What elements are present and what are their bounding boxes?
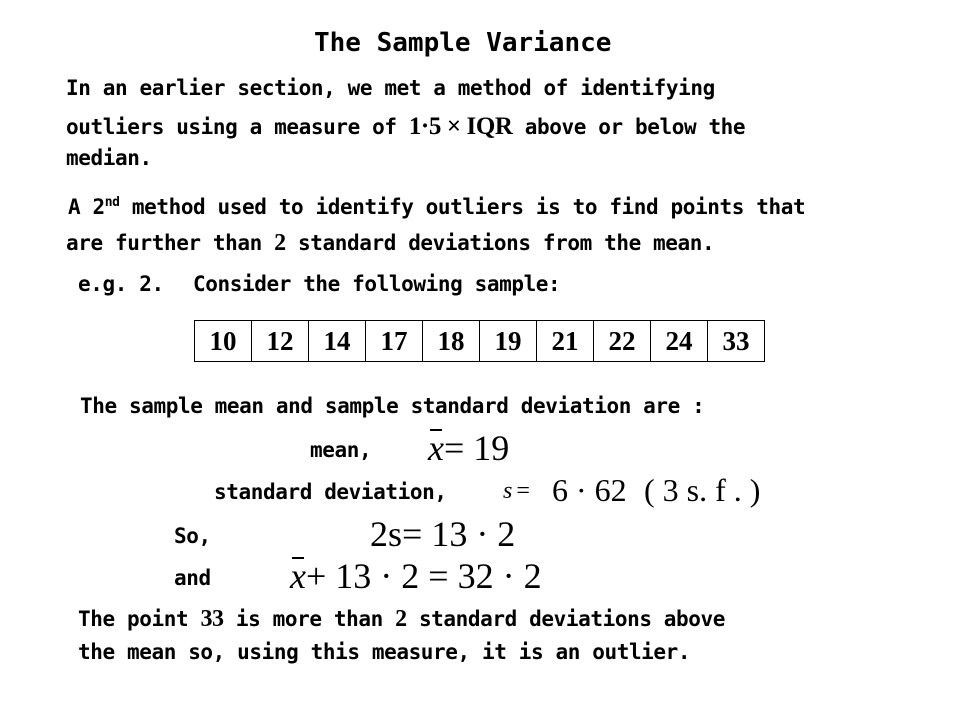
conclusion-line2: the mean so, using this measure, it is an outlier.: [78, 640, 691, 664]
sample-cell: 21: [537, 321, 594, 362]
example-label: e.g. 2.: [78, 272, 164, 296]
sample-row: [195, 321, 765, 362]
conclusion-post: standard deviations above: [418, 607, 726, 631]
sample-cell: 17: [366, 321, 423, 362]
sample-cell: 33: [708, 321, 765, 362]
para2-math-2: 2: [274, 230, 286, 256]
stats-intro: The sample mean and sample standard deviation are :: [80, 394, 705, 418]
para1-line2: [66, 113, 745, 141]
sd-symbol: [503, 476, 530, 505]
sample-cell: 14: [309, 321, 366, 362]
para1-line2-post: above or below the: [524, 115, 746, 139]
mean-equation: [428, 430, 509, 467]
so-lhs: 2s: [370, 514, 403, 554]
para1-line1: In an earlier section, we met a method of identifying: [66, 76, 715, 100]
conclusion-two: 2: [395, 606, 407, 632]
page-title: The Sample Variance: [314, 28, 612, 58]
conclusion-line1: [78, 606, 725, 633]
para2-line2-pre: are further than: [66, 231, 262, 255]
para2-line1-a: A 2: [68, 195, 105, 219]
so-label: So,: [174, 524, 211, 548]
para2-line2: [66, 230, 714, 257]
iqr-multiplier: 1·5 × IQR: [408, 113, 513, 140]
sample-cell: 19: [480, 321, 537, 362]
sample-cell: 18: [423, 321, 480, 362]
para2-line1: [68, 195, 805, 219]
sd-equals: =: [516, 478, 530, 504]
sample-cell: 22: [594, 321, 651, 362]
para1-line2-pre: outliers using a measure of: [66, 115, 397, 139]
sd-label: standard deviation,: [214, 480, 447, 504]
para2-line2-post: standard deviations from the mean.: [298, 231, 715, 255]
mean-symbol: x: [428, 428, 444, 468]
sd-var: s: [503, 478, 513, 504]
mean-value: = 19: [443, 428, 510, 468]
and-equation: [290, 558, 542, 595]
conclusion-mid: is more than: [235, 607, 383, 631]
example-text: Consider the following sample:: [193, 272, 561, 296]
so-rhs: = 13 · 2: [402, 514, 516, 554]
so-equation: [370, 516, 515, 553]
sd-value: 6 · 62: [552, 472, 627, 508]
para1-line3: median.: [66, 146, 152, 170]
conclusion-pre: The point: [78, 607, 189, 631]
and-label: and: [174, 566, 211, 590]
para2-line1-b: method used to identify outliers is to find points that: [131, 195, 806, 219]
and-mean-symbol: x: [290, 556, 306, 596]
and-expression: + 13 · 2 = 32 · 2: [305, 556, 542, 596]
sample-cell: 10: [195, 321, 252, 362]
para2-superscript: nd: [104, 195, 120, 210]
sample-cell: 12: [252, 321, 309, 362]
mean-label: mean,: [310, 438, 372, 462]
conclusion-point: 33: [200, 606, 224, 632]
sample-cell: 24: [651, 321, 708, 362]
sample-table: [194, 320, 765, 362]
sd-sig-figs: ( 3 s. f . ): [644, 472, 761, 508]
